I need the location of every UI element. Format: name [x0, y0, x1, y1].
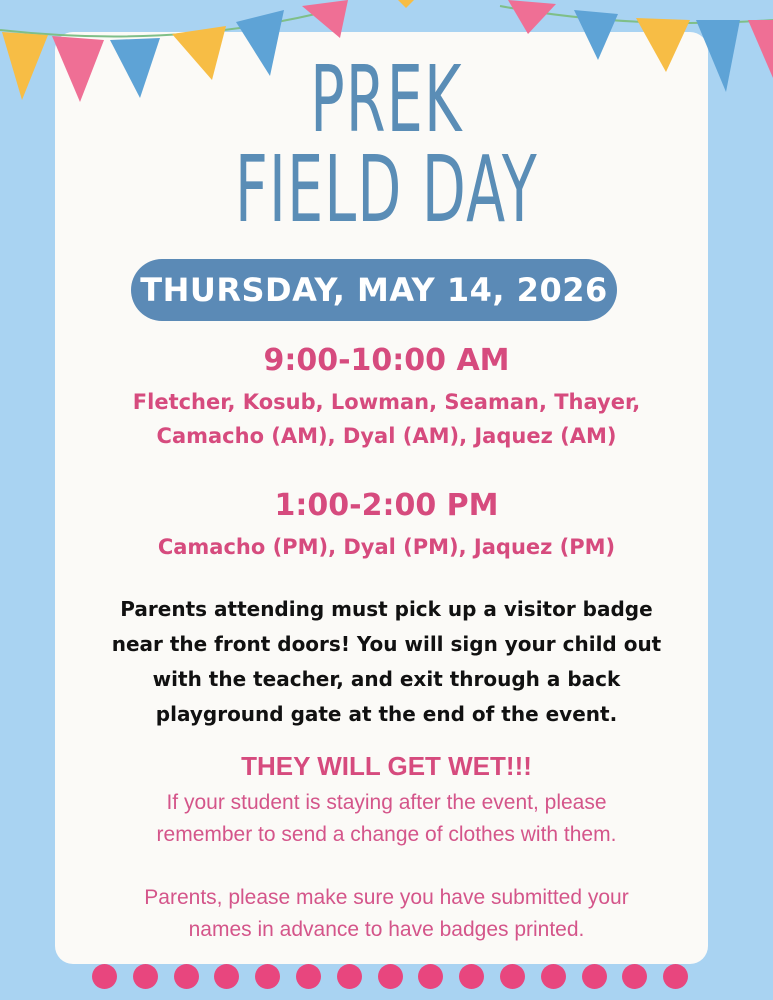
title-prek: PREK: [310, 46, 463, 153]
session2-names-line1: Camacho (PM), Dyal (PM), Jaquez (PM): [157, 535, 616, 559]
parents-info-line3: with the teacher, and exit through a back: [152, 667, 621, 691]
badge-note-line2: names in advance to have badges printed.: [188, 918, 585, 941]
session1-names-line1: Fletcher, Kosub, Lowman, Seaman, Thayer,: [132, 390, 641, 414]
pink-dot-icon: [296, 964, 321, 989]
pink-dot-icon: [174, 964, 199, 989]
wet-warning: THEY WILL GET WET!!!: [241, 751, 532, 781]
pink-dot-icon: [663, 964, 688, 989]
pink-dot-icon: [92, 964, 117, 989]
clothes-note-line1: If your student is staying after the event, please: [166, 791, 607, 814]
session1-time: 9:00-10:00 AM: [263, 343, 510, 378]
title-field-day: FIELD DAY: [234, 136, 539, 243]
pink-dot-icon: [337, 964, 362, 989]
dot-border: [0, 962, 773, 992]
parents-info-line2: near the front doors! You will sign your child out: [111, 632, 662, 656]
parents-info-line4: playground gate at the end of the event.: [155, 702, 618, 726]
pink-dot-icon: [378, 964, 403, 989]
clothes-note-line2: remember to send a change of clothes with them.: [156, 823, 617, 846]
pink-dot-icon: [418, 964, 443, 989]
pink-dot-icon: [255, 964, 280, 989]
badge-note-line1: Parents, please make sure you have submitted your: [144, 886, 629, 909]
pink-dot-icon: [459, 964, 484, 989]
pink-dot-icon: [622, 964, 647, 989]
pink-dot-icon: [214, 964, 239, 989]
pink-dot-icon: [582, 964, 607, 989]
pink-dot-icon: [133, 964, 158, 989]
session2-time: 1:00-2:00 PM: [274, 488, 499, 523]
date-badge: [131, 259, 617, 321]
date-text: THURSDAY, MAY 14, 2026: [140, 271, 608, 309]
parents-info-line1: Parents attending must pick up a visitor badge: [120, 597, 653, 621]
session1-names-line2: Camacho (AM), Dyal (AM), Jaquez (AM): [156, 424, 617, 448]
pink-dot-icon: [500, 964, 525, 989]
pink-dot-icon: [541, 964, 566, 989]
